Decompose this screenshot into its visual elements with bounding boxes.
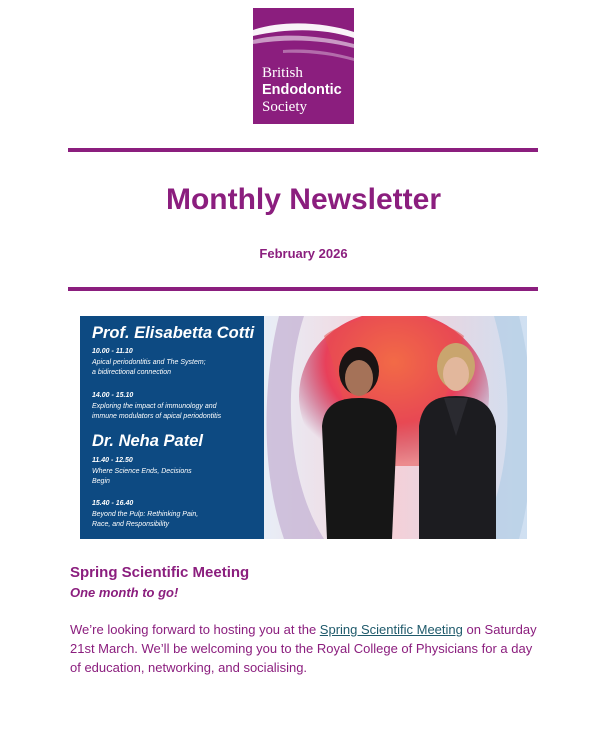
article-text: on Saturday 21st March. We’ll be welcoming you to the Royal College of Physicians for a day of education, networking, and socialising. — [70, 622, 537, 675]
logo-line-society: Society — [262, 99, 307, 115]
session-time: 10.00 - 11.10 — [92, 348, 133, 355]
session-title — [92, 510, 262, 529]
bottom-divider — [68, 287, 538, 291]
session-time: 14.00 - 15.10 — [92, 392, 134, 399]
session-title-line: Where Science Ends, Decisions — [92, 468, 192, 475]
session-title — [92, 467, 262, 486]
article-body — [70, 620, 540, 677]
session-title-line: a bidirectional connection — [92, 368, 171, 376]
logo-line-endodontic: Endodontic — [262, 82, 342, 98]
bes-logo[interactable] — [253, 8, 354, 124]
session-title — [92, 402, 262, 421]
speakers-photo — [264, 316, 527, 539]
session-title-line: Begin — [92, 477, 110, 485]
session-title — [92, 358, 262, 377]
article-title: Spring Scientific Meeting — [70, 564, 250, 581]
logo-text — [262, 65, 342, 116]
newsletter-title: Monthly Newsletter — [165, 183, 442, 216]
session-title-line: immune modulators of apical periodontitis — [92, 412, 222, 420]
session-time: 11.40 - 12.50 — [92, 457, 133, 464]
session-title-line: Apical periodontitis and The System; — [92, 359, 206, 366]
session-title-line: Beyond the Pulp: Rethinking Pain, — [92, 511, 199, 518]
speaker-name: Dr. Neha Patel — [92, 432, 203, 450]
newsletter-date: February 2026 — [259, 246, 348, 261]
session-title-line: Race, and Responsibility — [92, 520, 170, 528]
top-divider — [68, 148, 538, 152]
session-time: 15.40 - 16.40 — [92, 500, 134, 507]
speaker-banner[interactable] — [80, 316, 527, 539]
article-text: We’re looking forward to hosting you at the — [70, 622, 320, 637]
speaker-schedule-panel — [80, 316, 264, 539]
logo-line-british: British — [262, 65, 303, 81]
article-subtitle: One month to go! — [70, 585, 179, 600]
logo-swoosh-icon — [253, 8, 354, 68]
speaker-name: Prof. Elisabetta Cotti — [92, 324, 255, 342]
spring-meeting-link[interactable]: Spring Scientific Meeting — [319, 622, 463, 637]
session-title-line: Exploring the impact of immunology and — [92, 403, 217, 410]
